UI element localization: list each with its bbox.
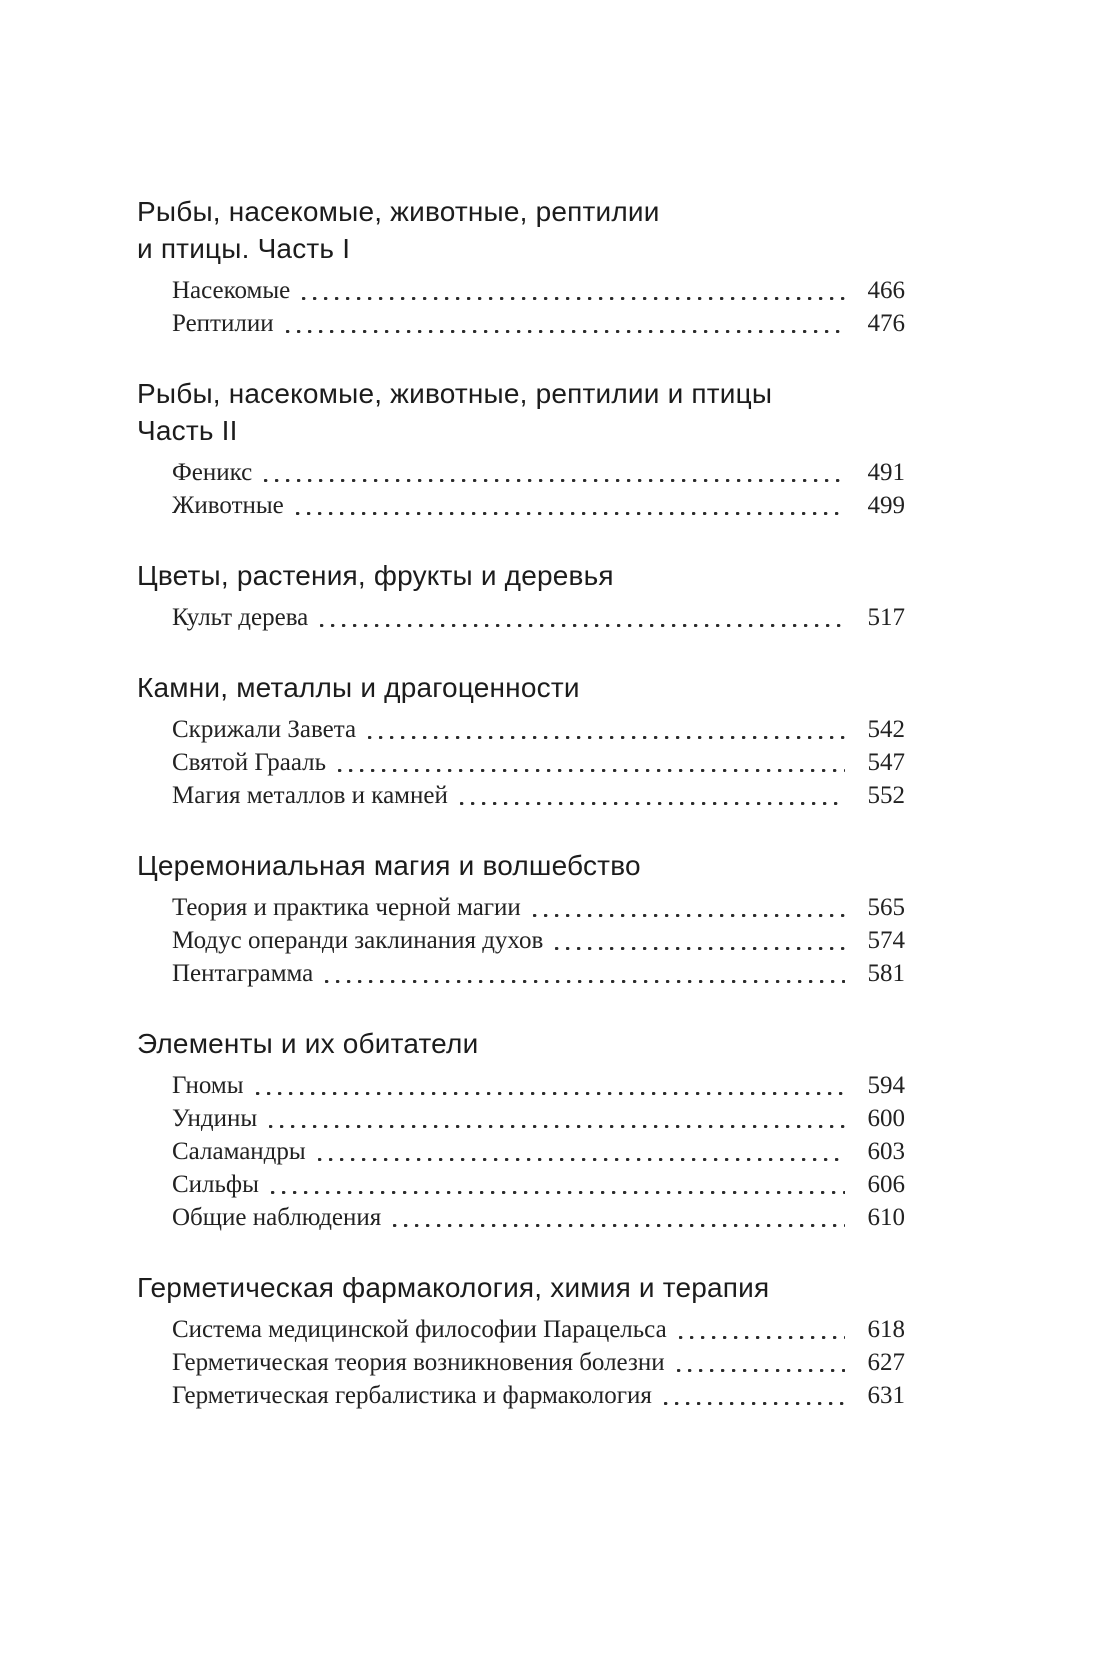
dot-leader <box>318 1135 845 1168</box>
toc-section <box>137 375 905 522</box>
toc-entry-label: Магия металлов и камней <box>172 782 448 809</box>
toc-section <box>137 1025 905 1234</box>
dot-leader <box>679 1313 845 1346</box>
toc-entry <box>172 746 905 779</box>
toc-entry <box>172 1313 905 1346</box>
toc-entry-label: Ундины <box>172 1105 258 1132</box>
dot-leader <box>664 1379 845 1412</box>
section-entries <box>137 713 905 812</box>
toc-entry-label: Феникс <box>172 459 253 486</box>
toc-entry-label: Герметическая теория возникновения болезни <box>172 1349 665 1376</box>
section-heading-line: Рыбы, насекомые, животные, рептилии <box>137 196 660 227</box>
dot-leader <box>533 891 845 924</box>
toc-entry <box>172 779 905 812</box>
toc-entry-page: 466 <box>867 277 905 304</box>
toc-entry-label: Модус операнди заклинания духов <box>172 927 544 954</box>
dot-leader <box>368 713 845 746</box>
toc-entry <box>172 1201 905 1234</box>
toc-entry-label: Герметическая гербалистика и фармакология <box>172 1382 652 1409</box>
section-heading <box>137 847 905 884</box>
dot-leader <box>256 1069 845 1102</box>
toc-entry <box>172 1069 905 1102</box>
section-heading <box>137 193 905 267</box>
toc-entry-label: Животные <box>172 492 284 519</box>
toc-entry <box>172 713 905 746</box>
dot-leader <box>296 489 845 522</box>
toc-entry <box>172 1168 905 1201</box>
toc-entry-page: 581 <box>867 960 905 987</box>
toc-entry-label: Сильфы <box>172 1171 259 1198</box>
dot-leader <box>338 746 845 779</box>
toc-entry <box>172 489 905 522</box>
toc-entry <box>172 1102 905 1135</box>
toc-entry <box>172 456 905 489</box>
toc-section <box>137 1269 905 1412</box>
section-heading <box>137 557 905 594</box>
toc-entry-label: Насекомые <box>172 277 291 304</box>
dot-leader <box>269 1102 845 1135</box>
toc-entry <box>172 601 905 634</box>
toc-entry <box>172 1346 905 1379</box>
toc-entry <box>172 924 905 957</box>
toc-entry-page: 499 <box>867 492 905 519</box>
section-heading-line: Церемониальная магия и волшебство <box>137 850 641 881</box>
dot-leader <box>302 274 845 307</box>
dot-leader <box>460 779 845 812</box>
toc-entry-page: 574 <box>867 927 905 954</box>
toc-entry <box>172 891 905 924</box>
toc-entry-label: Скрижали Завета <box>172 716 357 743</box>
toc-entry-label: Гномы <box>172 1072 244 1099</box>
dot-leader <box>677 1346 845 1379</box>
toc-entry-label: Общие наблюдения <box>172 1204 382 1231</box>
toc-section <box>137 557 905 634</box>
toc-entry-page: 631 <box>867 1382 905 1409</box>
toc-entry-page: 542 <box>867 716 905 743</box>
toc-entry-label: Пентаграмма <box>172 960 314 987</box>
toc-entry-page: 552 <box>867 782 905 809</box>
toc-entry-page: 476 <box>867 310 905 337</box>
toc-entry-page: 594 <box>867 1072 905 1099</box>
section-heading-line: Элементы и их обитатели <box>137 1028 479 1059</box>
toc-entry-page: 491 <box>867 459 905 486</box>
toc-entry-label: Саламандры <box>172 1138 306 1165</box>
dot-leader <box>320 601 845 634</box>
dot-leader <box>264 456 845 489</box>
section-heading-line: Часть II <box>137 415 238 446</box>
toc-entry-label: Теория и практика черной магии <box>172 894 521 921</box>
toc-entry <box>172 1379 905 1412</box>
toc-entry-page: 600 <box>867 1105 905 1132</box>
toc-entry-page: 565 <box>867 894 905 921</box>
section-entries <box>137 601 905 634</box>
toc-entry-label: Система медицинской философии Парацельса <box>172 1316 667 1343</box>
section-heading-line: Герметическая фармакология, химия и терапия <box>137 1272 770 1303</box>
section-entries <box>137 1313 905 1412</box>
section-heading-line: Цветы, растения, фрукты и деревья <box>137 560 614 591</box>
toc-entry <box>172 957 905 990</box>
section-entries <box>137 274 905 340</box>
toc-entry-page: 547 <box>867 749 905 776</box>
toc-entry-page: 603 <box>867 1138 905 1165</box>
toc-section <box>137 847 905 990</box>
section-heading <box>137 1025 905 1062</box>
section-entries <box>137 456 905 522</box>
toc-entry-page: 610 <box>867 1204 905 1231</box>
dot-leader <box>271 1168 845 1201</box>
dot-leader <box>393 1201 845 1234</box>
toc-entry-page: 517 <box>867 604 905 631</box>
toc-entry-page: 606 <box>867 1171 905 1198</box>
dot-leader <box>286 307 845 340</box>
toc-entry-label: Рептилии <box>172 310 274 337</box>
section-heading <box>137 669 905 706</box>
toc-entry-page: 618 <box>867 1316 905 1343</box>
toc-content <box>137 193 905 1412</box>
dot-leader <box>325 957 845 990</box>
toc-entry-label: Святой Грааль <box>172 749 327 776</box>
toc-entry <box>172 274 905 307</box>
toc-section <box>137 669 905 812</box>
section-heading <box>137 1269 905 1306</box>
toc-section <box>137 193 905 340</box>
section-heading <box>137 375 905 449</box>
toc-entry-label: Культ дерева <box>172 604 309 631</box>
section-heading-line: и птицы. Часть I <box>137 233 351 264</box>
toc-entry <box>172 1135 905 1168</box>
section-entries <box>137 1069 905 1234</box>
dot-leader <box>555 924 845 957</box>
toc-entry <box>172 307 905 340</box>
section-heading-line: Рыбы, насекомые, животные, рептилии и птицы <box>137 378 773 409</box>
section-entries <box>137 891 905 990</box>
toc-entry-page: 627 <box>867 1349 905 1376</box>
section-heading-line: Камни, металлы и драгоценности <box>137 672 580 703</box>
